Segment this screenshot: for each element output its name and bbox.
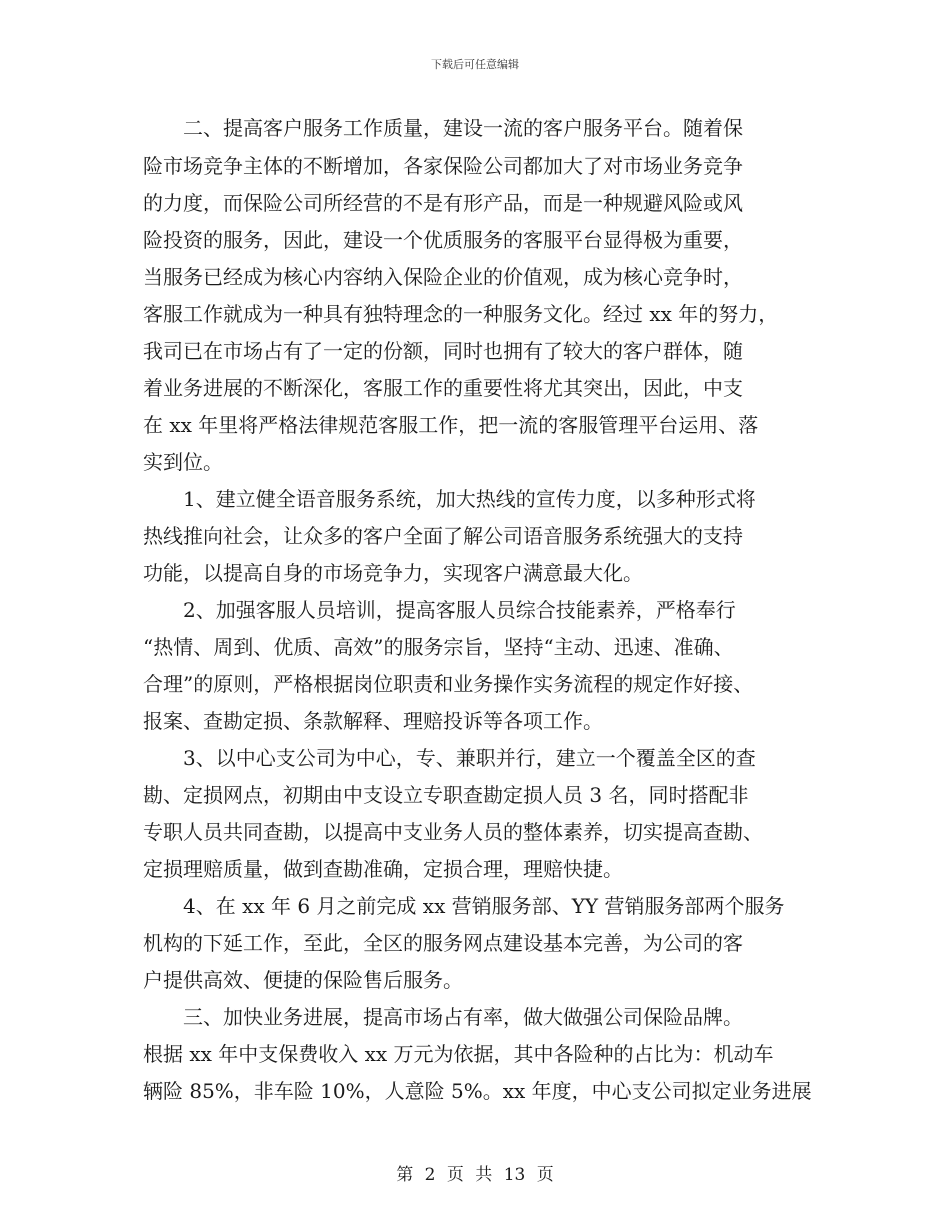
text-line: 勘、定损网点，初期由中支设立专职查勘定损人员 3 名，同时搭配非 [143,783,749,807]
text-line: 实到位。 [143,450,223,474]
text-line: 当服务已经成为核心内容纳入保险企业的价值观，成为核心竞争时， [143,265,743,289]
text-line: 热线推向社会，让众多的客户全面了解公司语音服务系统强大的支持 [143,524,743,548]
text-line: 三、加快业务进展，提高市场占有率，做大做强公司保险品牌。 [143,1005,743,1029]
text-line: 户提供高效、便捷的保险售后服务。 [143,968,463,992]
text-line: 专职人员共同查勘，以提高中支业务人员的整体素养，切实提高查勘、 [143,820,763,844]
text-line: 2、加强客服人员培训，提高客服人员综合技能素养，严格奉行 [143,598,736,622]
text-line: 着业务进展的不断深化，客服工作的重要性将尤其突出，因此，中支 [143,376,743,400]
text-line: 我司已在市场占有了一定的份额，同时也拥有了较大的客户群体，随 [143,339,743,363]
text-line: 险市场竞争主体的不断增加，各家保险公司都加大了对市场业务竞争 [143,154,743,178]
text-line: 机构的下延工作，至此，全区的服务网点建设基本完善，为公司的客 [143,931,743,955]
text-line: 险投资的服务，因此，建设一个优质服务的客服平台显得极为重要， [143,228,743,252]
page-header: 下载后可任意编辑 [431,58,519,71]
text-line: 在 xx 年里将严格法律规范客服工作，把一流的客服管理平台运用、落 [143,413,759,437]
text-line: 报案、查勘定损、条款解释、理赔投诉等各项工作。 [143,709,603,733]
text-line: 客服工作就成为一种具有独特理念的一种服务文化。经过 xx 年的努力， [143,302,779,326]
text-line: 辆险 85%，非车险 10%，人意险 5%。xx 年度，中心支公司拟定业务进展 [143,1079,812,1103]
text-line: 定损理赔质量，做到查勘准确，定损合理，理赔快捷。 [143,857,623,881]
text-line: 根据 xx 年中支保费收入 xx 万元为依据，其中各险种的占比为：机动车 [143,1042,774,1066]
text-line: “热情、周到、优质、高效”的服务宗旨，坚持“主动、迅速、准确、 [143,635,734,659]
text-line: 二、提高客户服务工作质量，建设一流的客户服务平台。随着保 [143,116,743,140]
page-footer: 第 2 页 共 13 页 [396,1165,554,1185]
text-line: 功能，以提高自身的市场竞争力，实现客户满意最大化。 [143,561,643,585]
text-line: 合理”的原则，严格根据岗位职责和业务操作实务流程的规定作好接、 [143,672,754,696]
text-line: 3、以中心支公司为中心，专、兼职并行，建立一个覆盖全区的查 [143,746,756,770]
text-line: 的力度，而保险公司所经营的不是有形产品，而是一种规避风险或风 [143,191,743,215]
text-line: 1、建立健全语音服务系统，加大热线的宣传力度，以多种形式将 [143,487,756,511]
text-line: 4、在 xx 年 6 月之前完成 xx 营销服务部、YY 营销服务部两个服务 [143,894,785,918]
